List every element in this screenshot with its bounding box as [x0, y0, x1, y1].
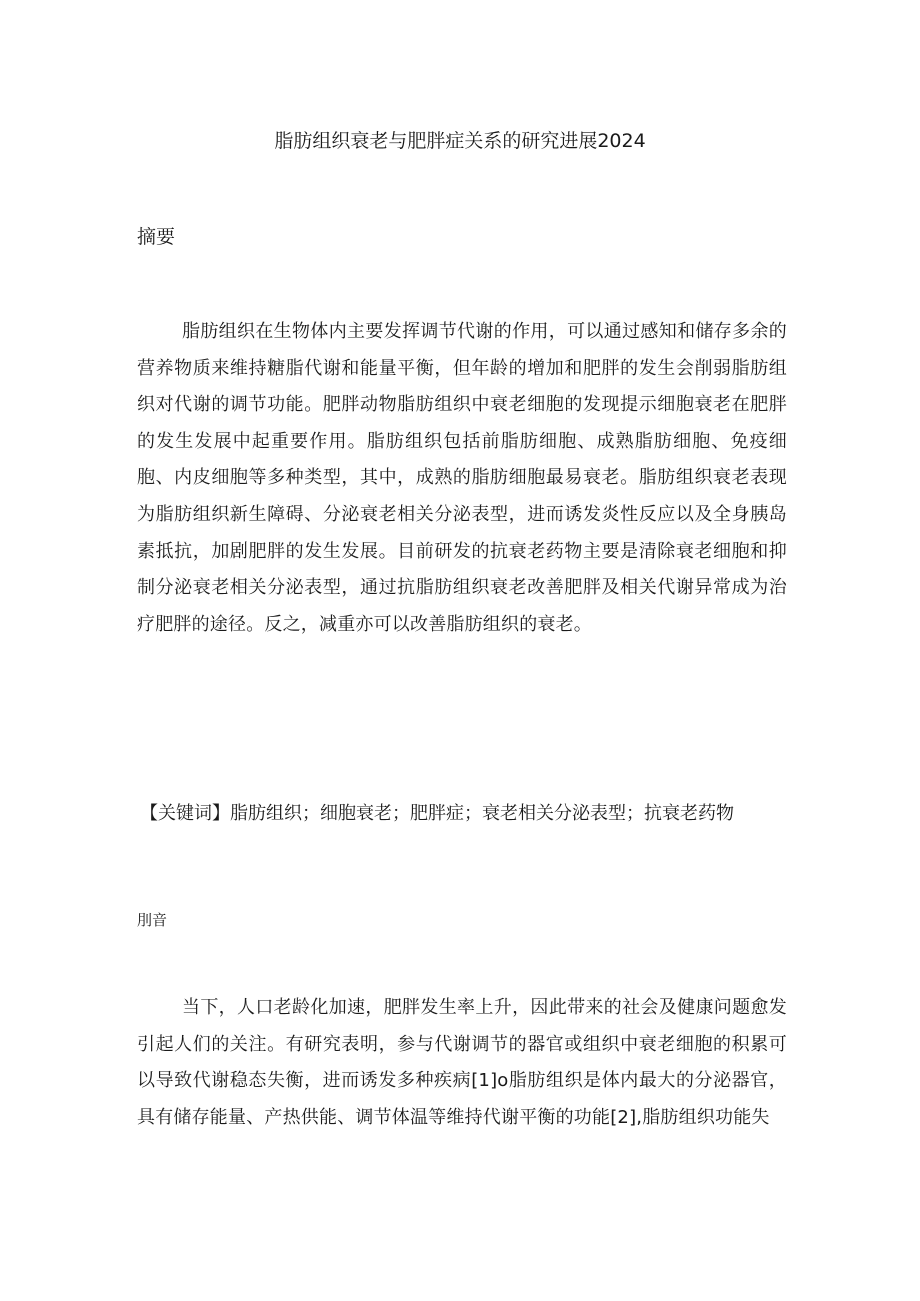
preface-heading: 刖音 [137, 911, 168, 929]
document-title: 脂肪组织衰老与肥胖症关系的研究进展2024 [274, 130, 646, 152]
keywords-line: 【关键词】脂肪组织；细胞衰老；肥胖症；衰老相关分泌表型；抗衰老药物 [140, 803, 734, 824]
intro-paragraph: 当下，人口老龄化加速，肥胖发生率上升，因此带来的社会及健康问题愈发引起人们的关注。有研究表明，参与代谢调节的器官或组织中衰老细胞的积累可以导致代谢稳态失衡，进而诱发多种疾病[1]o脂肪组织是体内最大的分泌器官，具有储存能量、产热供能、调节体温等维持代谢平衡的功能[2],脂肪组织功能失 [137, 997, 787, 1128]
abstract-heading: 摘要 [137, 226, 176, 248]
abstract-paragraph: 脂肪组织在生物体内主要发挥调节代谢的作用，可以通过感知和储存多余的营养物质来维持糖脂代谢和能量平衡，但年龄的增加和肥胖的发生会削弱脂肪组织对代谢的调节功能。肥胖动物脂肪组织中衰老细胞的发现提示细胞衰老在肥胖的发生发展中起重要作用。脂肪组织包括前脂肪细胞、成熟脂肪细胞、免疫细胞、内皮细胞等多种类型，其中，成熟的脂肪细胞最易衰老。脂肪组织衰老表现为脂肪组织新生障碍、分泌衰老相关分泌表型，进而诱发炎性反应以及全身胰岛素抵抗，加剧肥胖的发生发展。目前研发的抗衰老药物主要是清除衰老细胞和抑制分泌衰老相关分泌表型，通过抗脂肪组织衰老改善肥胖及相关代谢异常成为治疗肥胖的途径。反之，减重亦可以改善脂肪组织的衰老。 [137, 321, 787, 635]
